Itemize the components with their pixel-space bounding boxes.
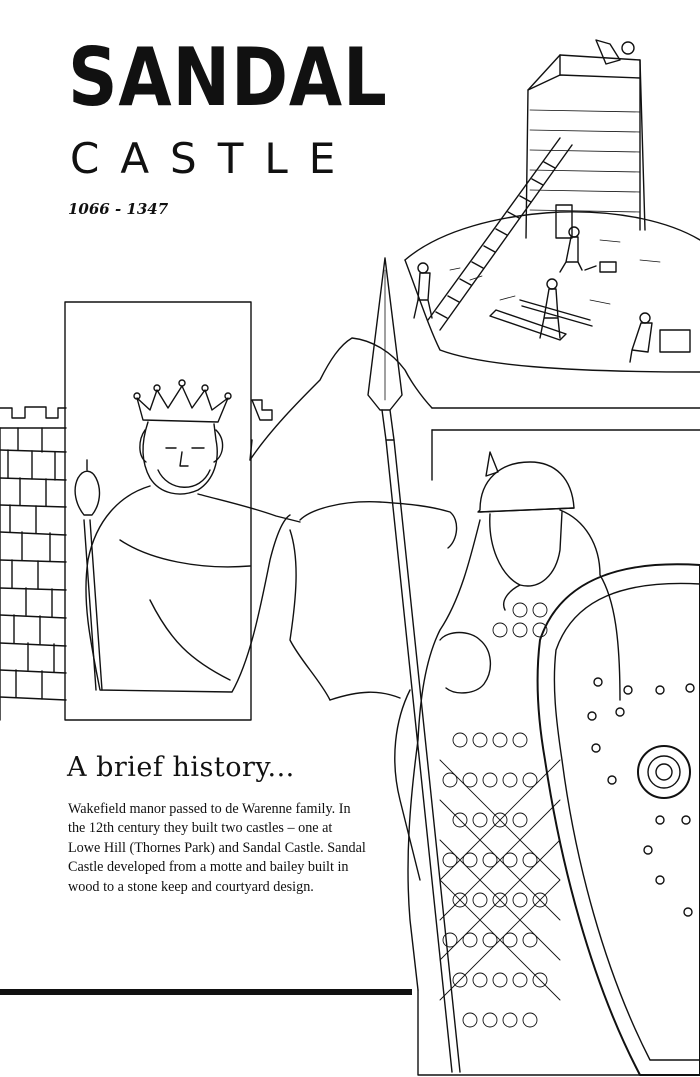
tower-construction-illustration — [405, 40, 700, 372]
history-heading: A brief history... — [67, 752, 295, 783]
castle-wall-illustration — [0, 407, 66, 720]
date-range: 1066 - 1347 — [68, 200, 169, 218]
soldier-illustration — [368, 258, 700, 1075]
section-divider — [0, 989, 412, 995]
page-title: SANDAL — [68, 31, 388, 124]
background-hill — [250, 338, 700, 460]
history-body-text: Wakefield manor passed to de Warenne family. In the 12th century they built two castles – one at Lowe Hill (Thornes Park) and Sandal Castle. Sandal Castle developed from a motte and bailey built in wood to a stone keep and courtyard design. — [68, 801, 366, 895]
page-subtitle: CASTLE — [70, 134, 357, 183]
